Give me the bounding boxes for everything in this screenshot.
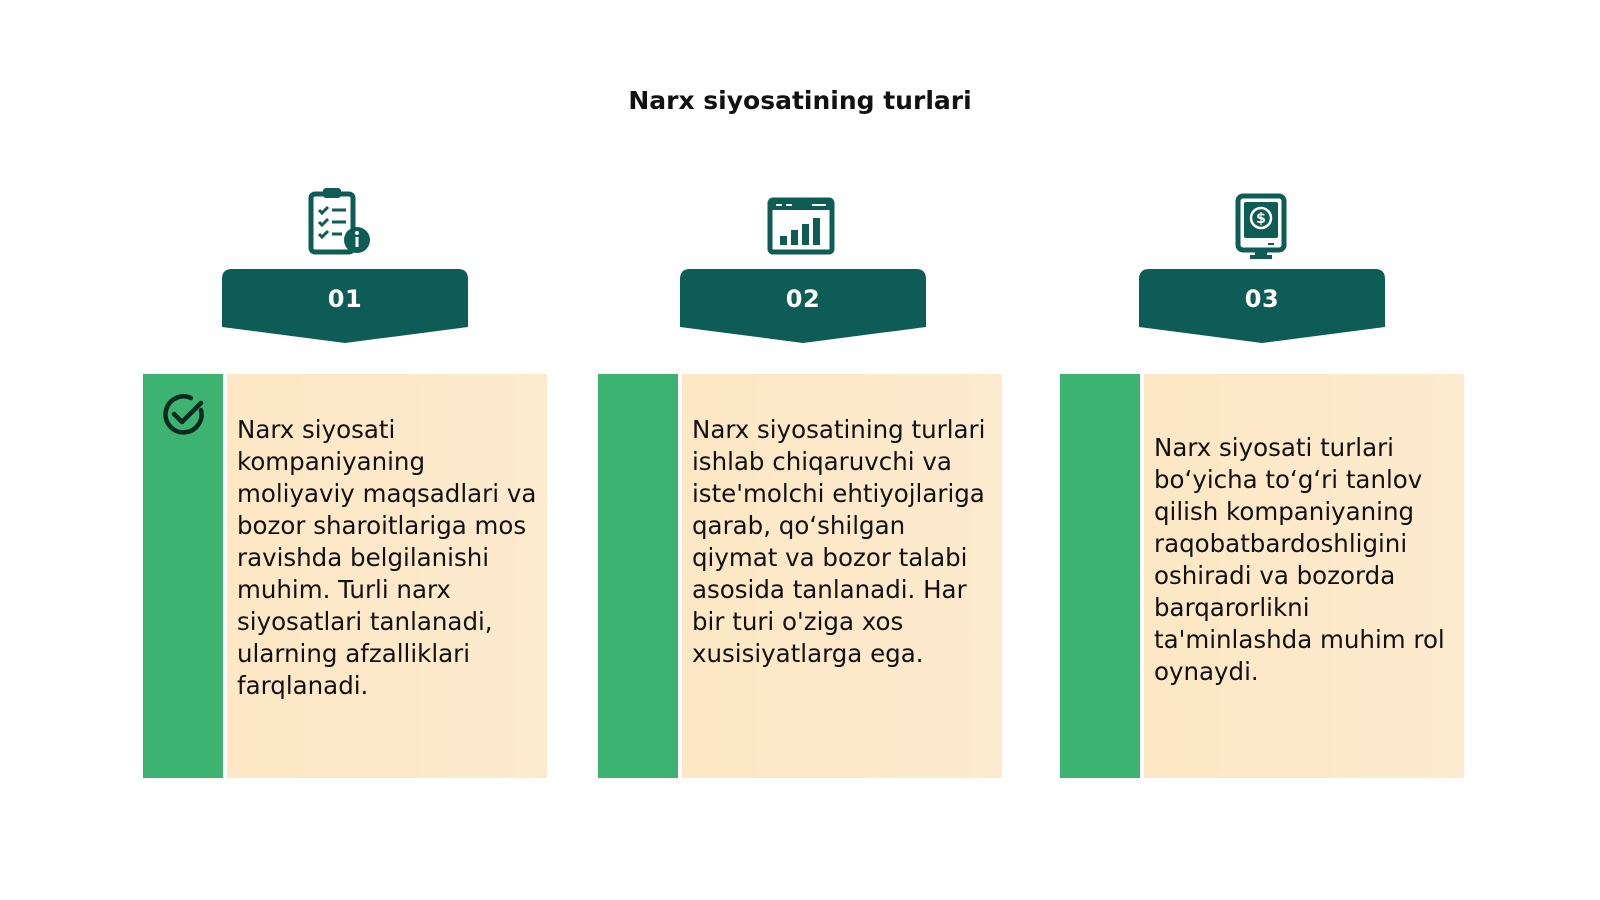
step-card-03 — [1060, 374, 1464, 778]
card-body — [1144, 374, 1464, 778]
card-description: Narx siyosatining turlari ishlab chiqaruvchi va iste'molchi ehtiyojlariga qarab, qo‘shilgan qiymat va bozor talabi asosida tanlanadi. Har bir turi o'ziga xos xusisiyatlarga ega. — [692, 415, 986, 668]
step-card-02 — [598, 374, 1002, 778]
card-accent-bar — [143, 374, 223, 778]
step-card-01 — [143, 374, 547, 778]
step-badge-02 — [680, 269, 926, 349]
page-title: Narx siyosatining turlari — [628, 86, 972, 115]
card-body — [682, 374, 1002, 778]
card-accent-bar — [1060, 374, 1140, 778]
card-body — [227, 374, 547, 778]
card-description: Narx siyosati turlari bo‘yicha to‘g‘ri tanlov qilish kompaniyaning raqobatbardoshligini oshiradi va bozorda barqarorlikni ta'minlashda muhim rol oynaydi. — [1154, 433, 1445, 686]
card-accent-bar — [598, 374, 678, 778]
dollar-monitor-icon — [1222, 188, 1302, 264]
step-number: 03 — [1244, 285, 1280, 313]
clipboard-checklist-info-icon — [305, 186, 385, 262]
step-number: 02 — [785, 285, 821, 313]
check-circle-icon — [161, 392, 207, 438]
card-description: Narx siyosati kompaniyaning moliyaviy maqsadlari va bozor sharoitlariga mos ravishda belgilanishi muhim. Turli narx siyosatlari tanlanadi, ularning afzalliklari farqlanadi. — [237, 415, 537, 700]
step-badge-03 — [1139, 269, 1385, 349]
step-number: 01 — [327, 285, 363, 313]
bar-chart-window-icon — [762, 188, 842, 264]
step-badge-01 — [222, 269, 468, 349]
svg-text:$: $ — [1256, 211, 1266, 227]
